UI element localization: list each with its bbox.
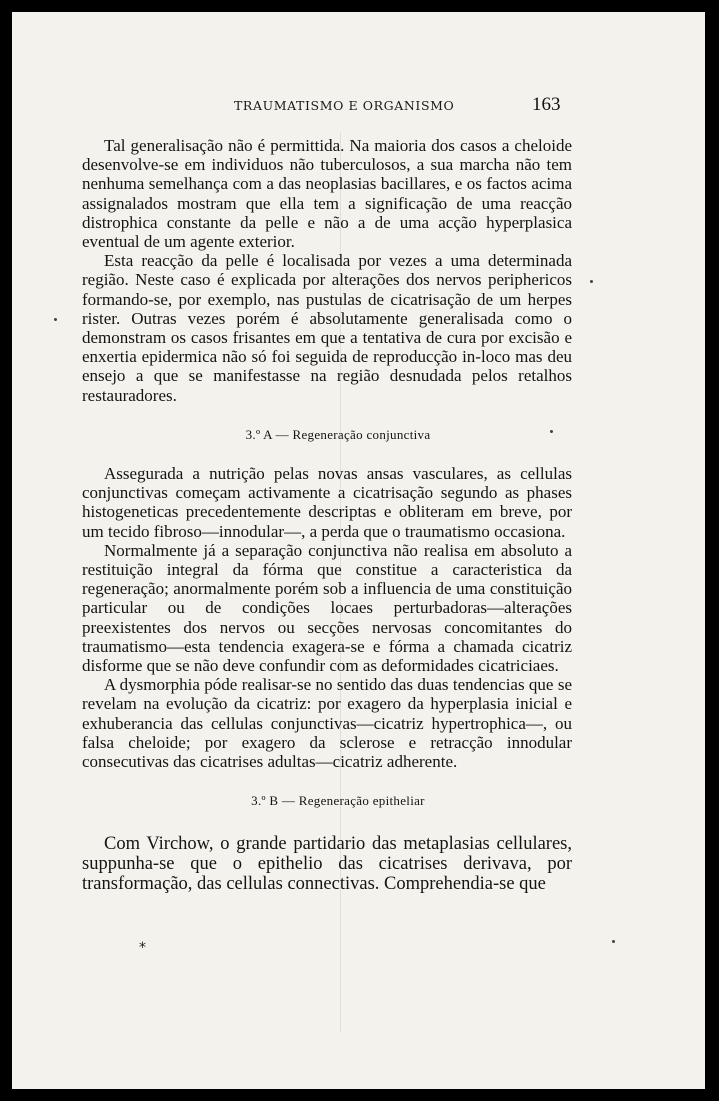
paragraph: Assegurada a nutrição pelas novas ansas vasculares, as cellulas conjunctivas começam activamente a cicatrisação segundo as phases histogeneticas precedentemente descriptas e obliteram em breve, por um tecido fibroso—innodular—, a perda que o traumatismo occasiona. <box>82 464 572 541</box>
paragraph: Com Virchow, o grande partidario das metaplasias cellulares, suppunha-se que o epithelio das cicatrises derivava, por transformação, das cellulas connectivas. Comprehendia-se que <box>82 833 572 894</box>
paragraph: Esta reacção da pelle é localisada por vezes a uma determinada região. Neste caso é explicada por alterações dos nervos periphericos formando-se, por exemplo, nas pustulas de cicatrisação de um herpes rister. Outras vezes porém é absolutamente generalisada como o demonstram os casos frisantes em que a tentativa de cura por excisão e enxertia epidermica não só foi seguida de reproducção in-loco mas deu ensejo a que se manifestasse na região desnudada pelos retalhos restauradores. <box>82 251 572 405</box>
ink-speck <box>590 280 593 283</box>
page-header <box>12 94 705 116</box>
section-heading-b: 3.º B — Regeneração epitheliar <box>251 793 425 809</box>
page-number: 163 <box>532 94 561 115</box>
ink-speck <box>54 318 57 321</box>
paragraph: A dysmorphia póde realisar-se no sentido das duas tendencias que se revelam na evolução da cicatriz: por exagero da hyperplasia inicial e exhuberancia das cellulas conjunctivas—cicatriz hypertrophica—, ou falsa cheloide; por exagero da sclerose e retracção innodular consecutivas das cicatrises adultas—cicatriz adherente. <box>82 675 572 772</box>
paragraph: Normalmente já a separação conjunctiva não realisa em absoluto a restituição integral da fórma que constitue a caracteristica da regeneração; anormalmente porém sob a influencia de uma constituição particular ou de condições locaes perturbadoras—alterações preexistentes dos nervos ou secções nervosas concomitantes do traumatismo—esta tendencia exagera-se e fórma a chamada cicatriz disforme que se não deve confundir com as deformidades cicatriciaes. <box>82 540 572 676</box>
running-title: TRAUMATISMO E ORGANISMO <box>234 98 455 113</box>
asterisk-mark: * <box>139 940 146 956</box>
paragraph: Tal generalisação não é permittida. Na maioria dos casos a cheloide desenvolve-se em individuos não tuberculosos, a sua marcha não tem nenhuma semelhança com a das neoplasias bacillares, e os factos acima assignalados mostram que ella tem a significação de uma reacção distrophica constante da pelle e não a de uma acção hyperplasica eventual de um agente exterior. <box>82 136 572 252</box>
page-body <box>82 136 572 894</box>
section-heading-a: 3.º A — Regeneração conjunctiva <box>245 426 431 442</box>
book-page <box>12 12 705 1089</box>
ink-speck <box>612 940 615 943</box>
ink-speck <box>550 430 553 433</box>
